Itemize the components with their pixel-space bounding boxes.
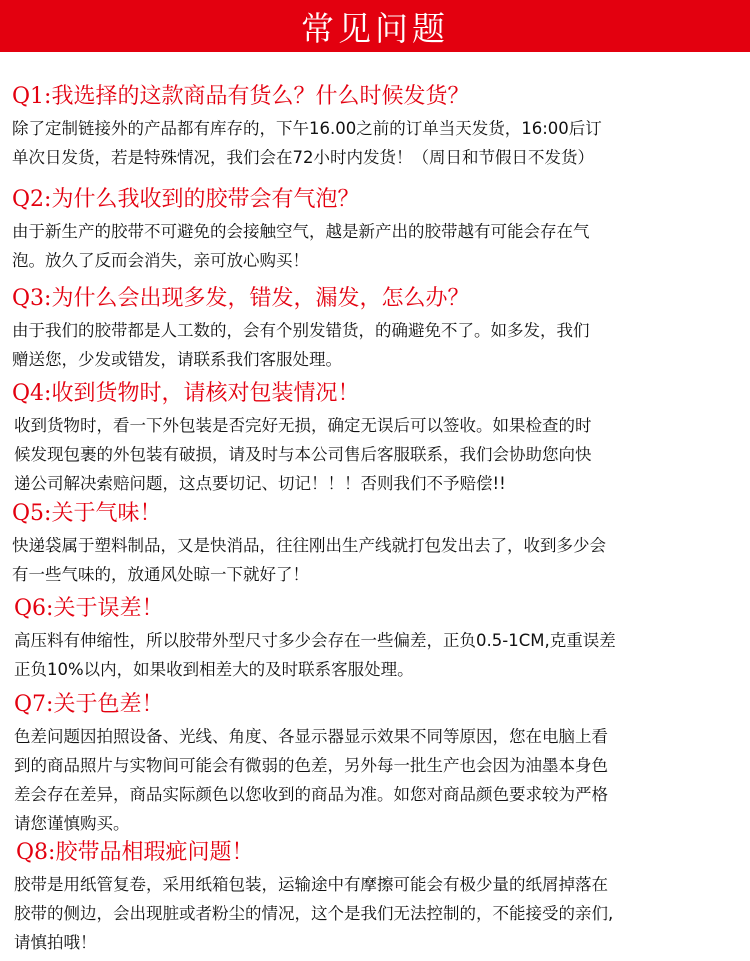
answer-line: 请您谨慎购买。 [14, 814, 130, 833]
question-q5: Q5:关于气味！ [12, 501, 162, 526]
answer-line: 由于新生产的胶带不可避免的会接触空气，越是新产出的胶带越有可能会存在气 [12, 222, 590, 241]
faq-item-q5 [0, 499, 750, 589]
answer-line: 单次日发货，若是特殊情况，我们会在72小时内发货！（周日和节假日不发货） [12, 148, 594, 167]
answer-line: 快递袋属于塑料制品，又是快消品，往往刚出生产线就打包发出去了，收到多少会 [12, 536, 606, 555]
answer-q7 [0, 722, 750, 838]
faq-item-q8 [0, 838, 750, 957]
faq-item-q4 [0, 379, 750, 498]
answer-line: 色差问题因拍照设备、光线、角度、各显示器显示效果不同等原因，您在电脑上看 [14, 727, 608, 746]
answer-q5 [0, 531, 750, 589]
question-q2: Q2:为什么我收到的胶带会有气泡？ [12, 187, 360, 212]
answer-q4 [0, 411, 750, 498]
answer-q1 [0, 114, 750, 172]
question-q7: Q7:关于色差！ [14, 692, 164, 717]
answer-line: 正负10%以内，如果收到相差大的及时联系客服处理。 [14, 660, 414, 679]
answer-line: 请慎拍哦！ [14, 933, 97, 952]
question-q1: Q1:我选择的这款商品有货么？什么时候发货？ [12, 84, 470, 109]
answer-q3 [0, 316, 750, 374]
question-q3: Q3:为什么会出现多发，错发，漏发，怎么办？ [12, 286, 470, 311]
answer-q8 [0, 870, 750, 957]
faq-item-q7 [0, 690, 750, 838]
answer-q2 [0, 217, 750, 275]
answer-line: 胶带的侧边，会出现脏或者粉尘的情况，这个是我们无法控制的，不能接受的亲们, [14, 904, 614, 923]
answer-line: 差会存在差异，商品实际颜色以您收到的商品为准。如您对商品颜色要求较为严格 [14, 785, 608, 804]
answer-line: 赠送您，少发或错发，请联系我们客服处理。 [12, 350, 342, 369]
answer-line: 有一些气味的，放通风处晾一下就好了！ [12, 565, 309, 584]
page-title: 常见问题 [301, 8, 449, 48]
answer-line: 由于我们的胶带都是人工数的，会有个别发错货，的确避免不了。如多发，我们 [12, 321, 590, 340]
faq-item-q3 [0, 284, 750, 374]
answer-line: 除了定制链接外的产品都有库存的，下午16.00之前的订单当天发货，16:00后订 [12, 119, 602, 138]
answer-line: 胶带是用纸管复卷，采用纸箱包装，运输途中有摩擦可能会有极少量的纸屑掉落在 [14, 875, 608, 894]
answer-line: 泡。放久了反而会消失，亲可放心购买！ [12, 251, 309, 270]
answer-line: 递公司解决索赔问题，这点要切记、切记！！！否则我们不予赔偿!! [14, 474, 506, 493]
question-q4: Q4:收到货物时，请核对包装情况！ [12, 381, 360, 406]
answer-line: 到的商品照片与实物间可能会有微弱的色差，另外每一批生产也会因为油墨本身色 [14, 756, 608, 775]
question-q8: Q8:胶带品相瑕疵问题！ [16, 840, 254, 865]
question-q6: Q6:关于误差！ [14, 596, 164, 621]
answer-line: 收到货物时，看一下外包装是否完好无损，确定无误后可以签收。如果检查的时 [14, 416, 592, 435]
header-banner [0, 0, 750, 52]
faq-item-q2 [0, 185, 750, 275]
faq-item-q6 [0, 594, 750, 684]
answer-line: 候发现包裹的外包装有破损，请及时与本公司售后客服联系，我们会协助您向快 [14, 445, 592, 464]
answer-q6 [0, 626, 750, 684]
faq-item-q1 [0, 82, 750, 172]
answer-line: 高压料有伸缩性，所以胶带外型尺寸多少会存在一些偏差，正负0.5-1CM,克重误差 [14, 631, 616, 650]
